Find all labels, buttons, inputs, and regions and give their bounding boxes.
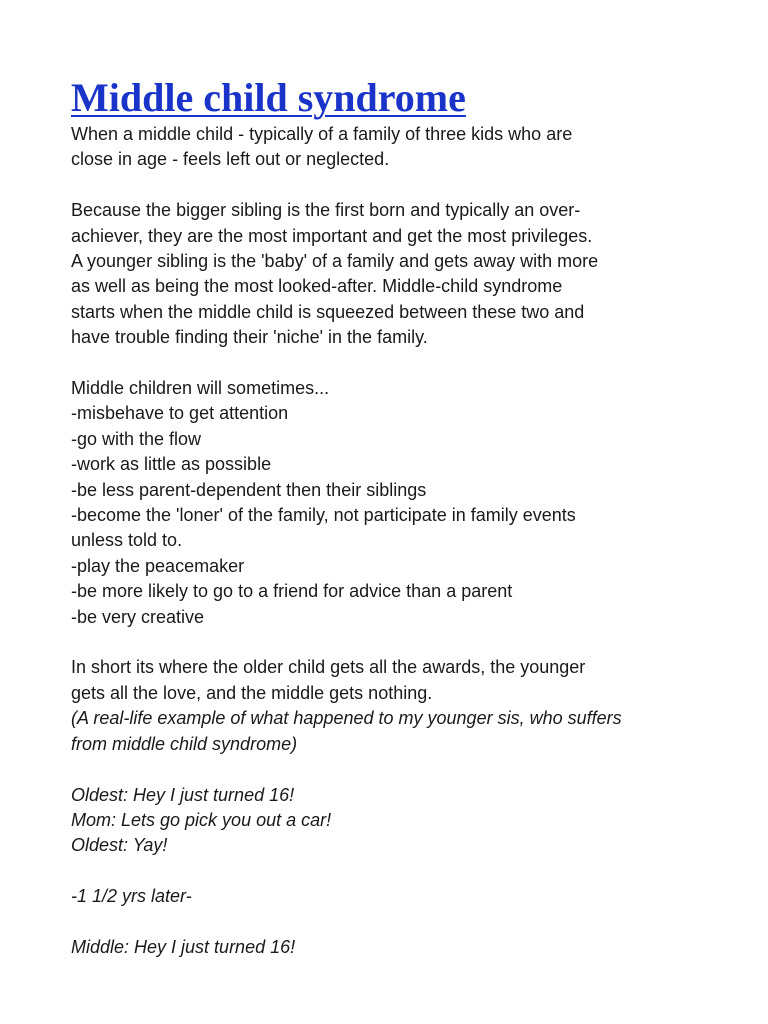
list-item: -be less parent-dependent then their siblings [71,479,427,500]
dialogue-line: Oldest: Yay! [71,835,168,856]
list-intro: Middle children will sometimes... [71,378,330,399]
dialogue-block [71,935,701,960]
explanation-paragraph [71,198,701,350]
explanation-line: Because the bigger sibling is the first born and typically an over- [71,200,581,221]
example-note-line: from middle child syndrome) [71,733,298,754]
time-skip [71,884,701,909]
intro-line: close in age - feels left out or neglected. [71,149,390,170]
paragraph-gap [71,351,701,376]
explanation-line: A younger sibling is the 'baby' of a family and gets away with more [71,251,599,272]
paragraph-gap [71,173,701,198]
paragraph-gap [71,630,701,655]
summary-paragraph [71,655,701,757]
example-note-line: (A real-life example of what happened to my younger sis, who suffers [71,708,622,729]
list-item: unless told to. [71,530,183,551]
summary-line: gets all the love, and the middle gets nothing. [71,682,433,703]
explanation-line: have trouble finding their 'niche' in the family. [71,327,428,348]
intro-line: When a middle child - typically of a family of three kids who are [71,124,573,144]
intro-paragraph [71,122,701,173]
list-item: -become the 'loner' of the family, not participate in family events [71,505,576,526]
list-item: -misbehave to get attention [71,403,289,424]
document-page [71,74,701,960]
list-item: -be more likely to go to a friend for advice than a parent [71,581,513,602]
paragraph-gap [71,757,701,782]
paragraph-gap [71,859,701,884]
list-item: -be very creative [71,606,205,627]
behaviors-list [71,376,701,630]
explanation-line: starts when the middle child is squeezed between these two and [71,301,585,322]
paragraph-gap [71,910,701,935]
list-item: -play the peacemaker [71,555,245,576]
explanation-line: achiever, they are the most important and get the most privileges. [71,225,593,246]
time-skip-line: -1 1/2 yrs later- [71,886,192,907]
summary-line: In short its where the older child gets all the awards, the younger [71,657,586,678]
page-title-link[interactable]: Middle child syndrome [71,75,466,120]
dialogue-line: Middle: Hey I just turned 16! [71,936,296,957]
dialogue-line: Oldest: Hey I just turned 16! [71,784,295,805]
list-item: -work as little as possible [71,454,272,475]
dialogue-line: Mom: Lets go pick you out a car! [71,809,332,830]
explanation-line: as well as being the most looked-after. Middle-child syndrome [71,276,563,297]
dialogue-block [71,783,701,859]
list-item: -go with the flow [71,428,202,449]
